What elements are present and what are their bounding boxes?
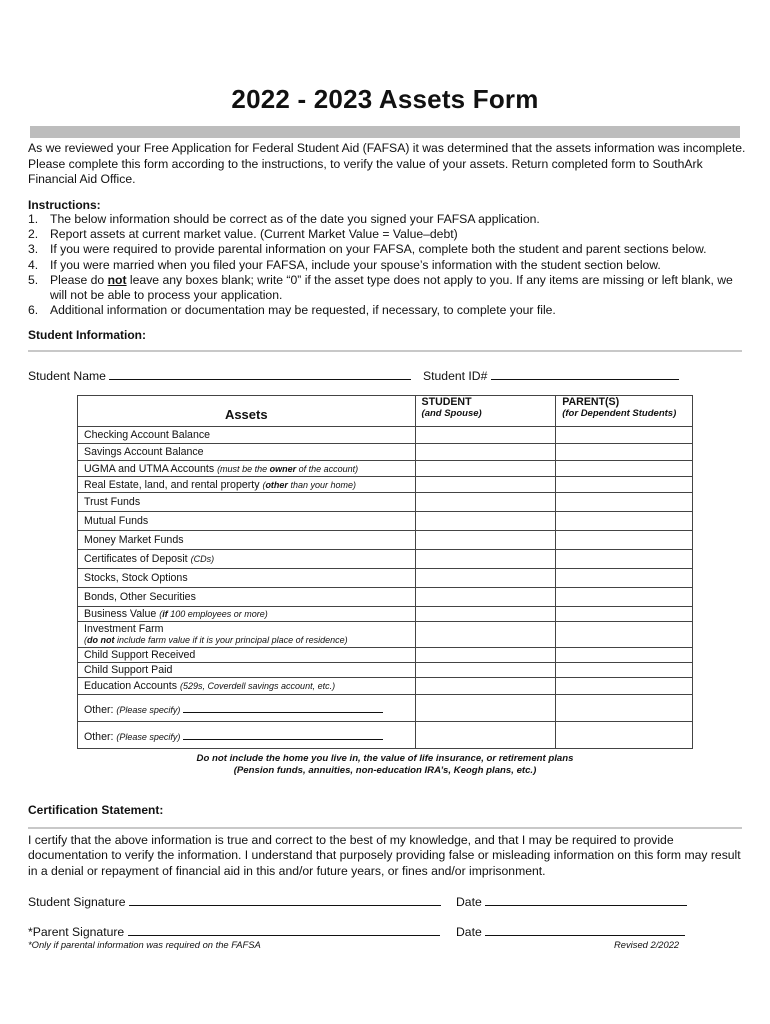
student-value-cell[interactable] xyxy=(415,722,556,749)
student-info-rule xyxy=(28,350,742,352)
parent-value-cell[interactable] xyxy=(556,722,693,749)
student-value-cell[interactable] xyxy=(415,461,556,477)
student-value-cell[interactable] xyxy=(415,622,556,648)
assets-table xyxy=(77,395,693,749)
table-row: Checking Account Balance xyxy=(78,427,693,444)
student-value-cell[interactable] xyxy=(415,493,556,512)
parent-value-cell[interactable] xyxy=(556,622,693,648)
parent-signature-note: *Only if parental information was required on the FAFSA xyxy=(28,939,261,950)
student-value-cell[interactable] xyxy=(415,531,556,550)
student-value-cell[interactable] xyxy=(415,648,556,663)
student-column-header: STUDENT (and Spouse) xyxy=(415,396,556,427)
table-row: Money Market Funds xyxy=(78,531,693,550)
parent-signature-field[interactable]: *Parent Signature xyxy=(28,924,440,939)
student-value-cell[interactable] xyxy=(415,427,556,444)
parent-value-cell[interactable] xyxy=(556,444,693,461)
student-id-field[interactable]: Student ID# xyxy=(423,368,679,383)
assets-column-header: Assets xyxy=(78,396,416,427)
table-row: Trust Funds xyxy=(78,493,693,512)
parent-value-cell[interactable] xyxy=(556,588,693,607)
table-footnote: Do not include the home you live in, the value of life insurance, or retirement plans (Pension funds, annuities, non-education IRA’s, Keogh plans, etc.) xyxy=(196,753,574,777)
student-date-line[interactable] xyxy=(485,894,687,906)
table-row: Investment Farm (do not include farm value if it is your principal place of residence) xyxy=(78,622,693,648)
student-value-cell[interactable] xyxy=(415,512,556,531)
title-divider-bar xyxy=(30,126,740,138)
parent-value-cell[interactable] xyxy=(556,493,693,512)
parent-date-field[interactable]: Date xyxy=(456,924,685,939)
student-id-line[interactable] xyxy=(491,368,679,380)
student-value-cell[interactable] xyxy=(415,663,556,678)
student-signature-line[interactable] xyxy=(129,894,441,906)
parent-date-line[interactable] xyxy=(485,924,685,936)
table-row: Other: (Please specify) xyxy=(78,722,693,749)
student-value-cell[interactable] xyxy=(415,550,556,569)
parent-value-cell[interactable] xyxy=(556,648,693,663)
table-row: Child Support Received xyxy=(78,648,693,663)
instruction-item: 4. If you were married when you filed your FAFSA, include your spouse’s information with the student section below. xyxy=(28,257,661,272)
certification-text: I certify that the above information is true and correct to the best of my knowledge, and that I may be required to provide documentation to verify the information. I understand that purposely providing false or misleading information on this form may result in a denial or repayment of financial aid in this and/or future years, or fines and/or imprisonment. xyxy=(28,833,741,878)
student-value-cell[interactable] xyxy=(415,678,556,695)
instruction-item: 2. Report assets at current market value. (Current Market Value = Value–debt) xyxy=(28,227,458,242)
parent-signature-line[interactable] xyxy=(128,924,440,936)
student-value-cell[interactable] xyxy=(415,477,556,493)
instructions-list xyxy=(28,212,748,318)
student-value-cell[interactable] xyxy=(415,444,556,461)
student-value-cell[interactable] xyxy=(415,588,556,607)
instructions-heading: Instructions: xyxy=(28,198,101,212)
parent-value-cell[interactable] xyxy=(556,427,693,444)
parent-column-header: PARENT(S) (for Dependent Students) xyxy=(556,396,693,427)
other-specify-line[interactable] xyxy=(183,728,383,740)
table-row: Child Support Paid xyxy=(78,663,693,678)
form-title: 2022 - 2023 Assets Form xyxy=(231,84,539,114)
certification-heading: Certification Statement: xyxy=(28,803,164,817)
instruction-item: 6. Additional information or documentation may be requested, if necessary, to complete your file. xyxy=(28,303,556,318)
table-row: UGMA and UTMA Accounts (must be the owner of the account) xyxy=(78,461,693,477)
instruction-item: 5. Please do not leave any boxes blank; write “0” if the asset type does not apply to you. If any items are missing or left blank, we will not be able to process your application. xyxy=(28,272,733,303)
table-row: Certificates of Deposit (CDs) xyxy=(78,550,693,569)
table-row: Education Accounts (529s, Coverdell savings account, etc.) xyxy=(78,678,693,695)
student-value-cell[interactable] xyxy=(415,569,556,588)
table-row: Bonds, Other Securities xyxy=(78,588,693,607)
table-row: Mutual Funds xyxy=(78,512,693,531)
parent-value-cell[interactable] xyxy=(556,531,693,550)
certification-rule xyxy=(28,827,742,829)
student-name-field[interactable]: Student Name xyxy=(28,368,411,383)
other-specify-line[interactable] xyxy=(183,701,383,713)
parent-value-cell[interactable] xyxy=(556,550,693,569)
table-row: Business Value (if 100 employees or more) xyxy=(78,607,693,622)
parent-value-cell[interactable] xyxy=(556,569,693,588)
student-value-cell[interactable] xyxy=(415,607,556,622)
parent-value-cell[interactable] xyxy=(556,663,693,678)
revision-date: Revised 2/2022 xyxy=(614,939,680,950)
instruction-item: 3. If you were required to provide parental information on your FAFSA, complete both the student and parent sections below. xyxy=(28,242,707,257)
table-row: Stocks, Stock Options xyxy=(78,569,693,588)
intro-paragraph: As we reviewed your Free Application for Federal Student Aid (FAFSA) it was determined that the assets information was incomplete. Please complete this form according to the instructions, to verify the value of your assets. Return completed form to SouthArk Financial Aid Office. xyxy=(28,141,746,187)
table-row: Real Estate, land, and rental property (other than your home) xyxy=(78,477,693,493)
parent-value-cell[interactable] xyxy=(556,461,693,477)
parent-value-cell[interactable] xyxy=(556,477,693,493)
student-signature-field[interactable]: Student Signature xyxy=(28,894,441,909)
parent-value-cell[interactable] xyxy=(556,607,693,622)
parent-value-cell[interactable] xyxy=(556,678,693,695)
parent-value-cell[interactable] xyxy=(556,512,693,531)
student-date-field[interactable]: Date xyxy=(456,894,687,909)
student-value-cell[interactable] xyxy=(415,695,556,722)
table-row: Savings Account Balance xyxy=(78,444,693,461)
instruction-item: 1. The below information should be correct as of the date you signed your FAFSA application. xyxy=(28,212,540,226)
student-name-line[interactable] xyxy=(109,368,411,380)
table-row: Other: (Please specify) xyxy=(78,695,693,722)
parent-value-cell[interactable] xyxy=(556,695,693,722)
student-info-heading: Student Information: xyxy=(28,328,146,342)
